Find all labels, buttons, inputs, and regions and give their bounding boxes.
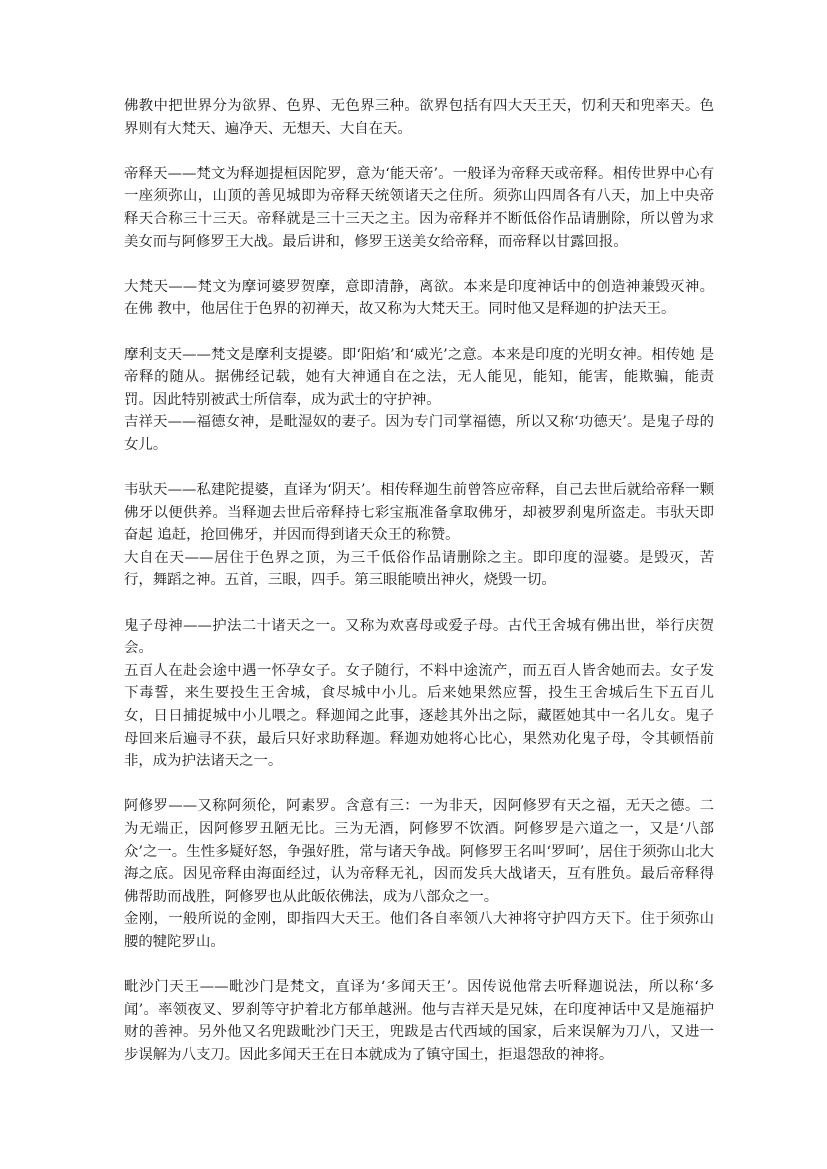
paragraph-spacer	[124, 592, 714, 615]
paragraph-spacer	[124, 321, 714, 344]
document-body	[124, 95, 714, 1067]
paragraph-skanda: 韦驮天——私建陀提婆，直译为‘阴天’。相传释迦生前曾答应帝释，自己去世后就给帝释一颗佛牙以便供养。当释迦去世后帝释持七彩宝瓶准备拿取佛牙，却被罗刹鬼所盗走。韦驮天即奋起 追赶，抢回佛牙，并因而得到诸天众王的称赞。	[124, 482, 714, 544]
paragraph-spacer	[124, 140, 714, 163]
paragraph-brahma: 大梵天——梵文为摩诃婆罗贺摩，意即清静，离欲。本来是印度神话中的创造神兼毁灭神。在佛 教中，他居住于色界的初禅天，故又称为大梵天王。同时他又是释迦的护法天王。	[124, 278, 714, 318]
paragraph-sakra: 帝释天——梵文为释迦提桓因陀罗，意为‘能天帝’。一般译为帝释天或帝释。相传世界中心有一座须弥山，山顶的善见城即为帝释天统领诸天之住所。须弥山四周各有八天，加上中央帝释天合称三十三天。帝释就是三十三天之主。因为帝释并不断低俗作品请删除，所以曾为求美女而与阿修罗王大战。最后讲和，修罗王送美女给帝释，而帝释以甘露回报。	[124, 165, 714, 250]
paragraph-world-realms: 佛教中把世界分为欲界、色界、无色界三种。欲界包括有四大天王天，忉利天和兜率天。色界则有大梵天、遍净天、无想天、大自在天。	[124, 98, 714, 137]
paragraph-vajra: 金刚，一般所说的金刚，即指四大天王。他们各自率领八大神将守护四方天下。住于须弥山腰的犍陀罗山。	[124, 911, 714, 950]
paragraph-asura: 阿修罗——又称阿须伦，阿素罗。含意有三：一为非天，因阿修罗有天之福，无天之德。二为无端正，因阿修罗丑陋无比。三为无酒，阿修罗不饮酒。阿修罗是六道之一，又是‘八部众’之一。生性多疑好怒，争强好胜，常与诸天争战。阿修罗王名叫‘罗呵’，居住于须弥山北大海之底。因见帝释由海面经过，认为帝释无礼，因而发兵大战诸天，互有胜负。最后帝释得佛帮助而战胜，阿修罗也从此皈依佛法，成为八部众之一。	[124, 798, 714, 905]
paragraph-lakshmi: 吉祥天——福德女神，是毗湿奴的妻子。因为专门司掌福德，所以又称‘功德天’。是鬼子母的女儿。	[124, 414, 714, 453]
paragraph-vaisravana: 毗沙门天王——毗沙门是梵文，直译为‘多闻天王’。因传说他常去听释迦说法，所以称‘多闻’。率领夜叉、罗刹等守护着北方郁单越洲。他与吉祥天是兄妹，在印度神话中又是施福护财的善神。另外他又名兜跋毗沙门天王，兜跋是古代西域的国家，后来误解为刀八，又进一步误解为八支刀。因此多闻天王在日本就成为了镇守国土，拒退怨敌的神将。	[124, 979, 714, 1063]
paragraph-marici: 摩利支天——梵文是摩利支提婆。即‘阳焰’和‘威光’之意。本来是印度的光明女神。相传她 是帝释的随从。据佛经记载，她有大神通自在之法，无人能见，能知，能害，能欺骗，能责罚。因此特别被武士所信奉，成为武士的守护神。	[124, 346, 714, 408]
paragraph-spacer	[124, 253, 714, 276]
paragraph-spacer	[124, 773, 714, 796]
paragraph-hariti-story: 五百人在赴会途中遇一怀孕女子。女子随行，不料中途流产，而五百人皆舍她而去。女子发下毒誓，来生要投生王舍城，食尽城中小儿。后来她果然应誓，投生王舍城后生下五百儿女，日日捕捉城中小儿喂之。释迦闻之此事，逐趁其外出之际，藏匿她其中一名儿女。鬼子母回来后遍寻不获，最后只好求助释迦。释迦劝她将心比心，果然劝化鬼子母，令其顿悟前非，成为护法诸天之一。	[124, 662, 714, 770]
paragraph-mahesvara: 大自在天——居住于色界之顶，为三千低俗作品请删除之主。即印度的湿婆。是毁灭，苦行，舞蹈之神。五首，三眼，四手。第三眼能喷出神火，烧毁一切。	[124, 549, 714, 589]
paragraph-spacer	[124, 954, 714, 977]
paragraph-spacer	[124, 457, 714, 480]
paragraph-hariti: 鬼子母神——护法二十诸天之一。又称为欢喜母或爱子母。古代王舍城有佛出世，举行庆贺会。	[124, 617, 714, 657]
